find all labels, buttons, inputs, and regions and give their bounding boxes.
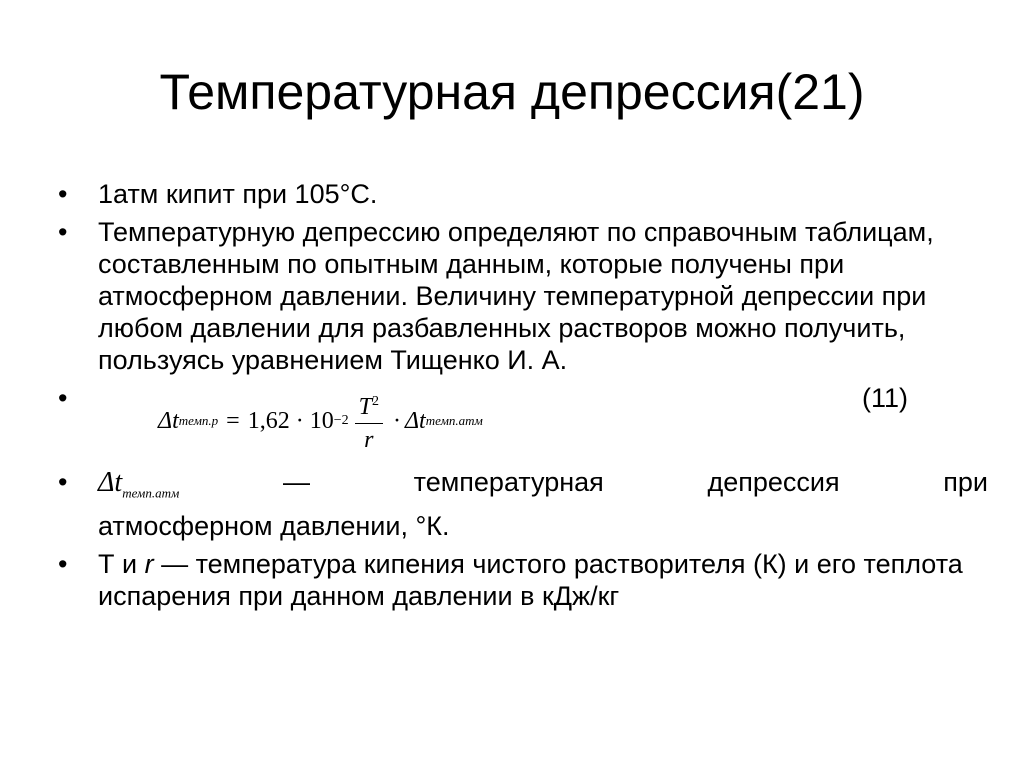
tishchenko-equation [158,386,483,456]
bullet-icon: • [58,217,68,247]
def2-r: r [144,548,154,579]
item-text: Температурную депрессию определяют по справочным таблицам, составленным по опытным данным, которые получены при атмосферном давлении. Величину температурной депрессии при любом давлении для разбавленных растворов можно получить, пользуясь уравнением Тищенко И. А. [98,217,934,375]
item-text [98,548,988,612]
eq-coef-exp: −2 [333,413,349,428]
item-text: 1атм кипит при 105°С. [98,179,378,209]
list-item [58,216,988,376]
equation-item [58,382,988,462]
eq-fraction [355,386,383,456]
bullet-icon: • [58,179,68,209]
eq-rhs-symbol: Δt [404,408,426,434]
slide-title: Температурная депрессия(21) [159,64,865,120]
item-text [98,466,988,542]
bullet-list [58,178,988,618]
eq-frac-num: T [358,394,372,420]
list-item [58,178,988,210]
bullet-icon: • [58,467,68,497]
bullet-icon: • [58,548,68,579]
equation-number: (11) [861,383,908,413]
eq-lhs-symbol: Δt [158,408,179,434]
eq-rhs-sub: темп.атм [425,413,483,428]
def2-text: — температура кипения чистого растворителя (К) и его теплота испарения при данном давлении в кДж/кг [98,548,963,611]
eq-equals: = [226,408,240,434]
list-item [58,548,988,612]
eq-lhs-sub: темп.р [178,413,219,428]
def1-line1: — температурная депрессия при [282,467,988,497]
eq-mul: · [392,408,401,434]
eq-coef: 1,62 · 10 [247,408,334,434]
list-item [58,466,988,542]
def2-t: Т и [98,548,145,579]
eq-frac-den: r [364,427,374,453]
def1-line2: атмосферном давлении, °К. [98,510,450,541]
def1-symbol: $\Delta t_{темп.атм}$ [98,467,180,501]
eq-frac-num-exp: 2 [371,394,379,409]
bullet-icon: • [58,383,68,413]
